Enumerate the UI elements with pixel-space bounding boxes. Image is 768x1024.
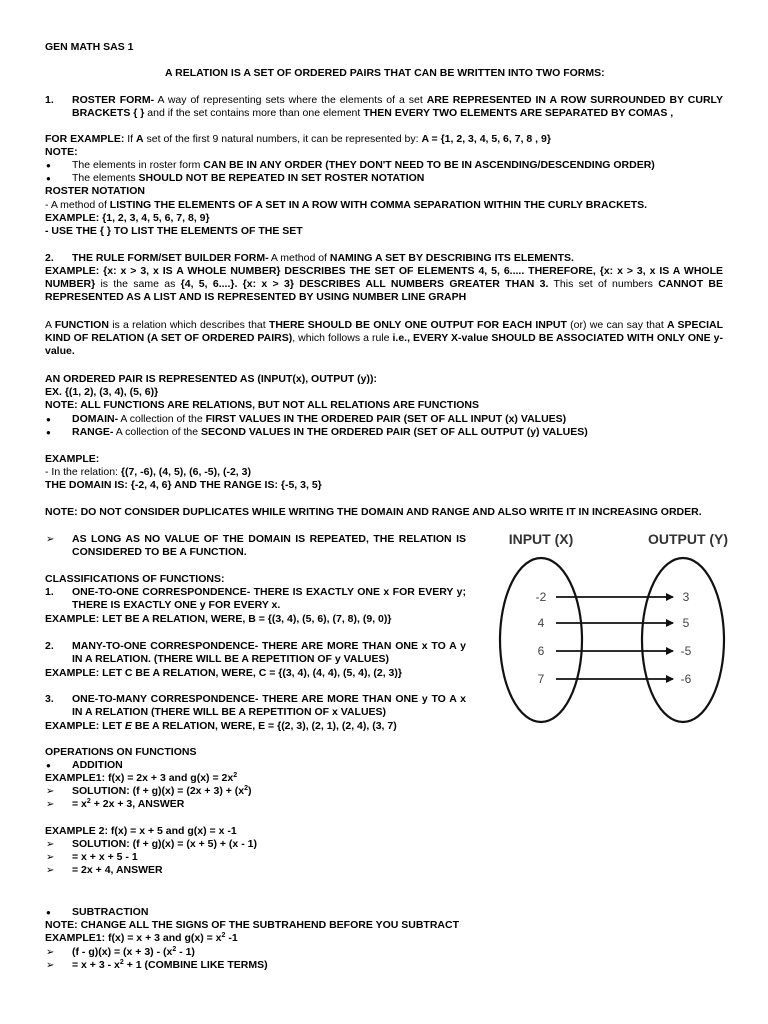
input-value: 7 xyxy=(537,672,545,686)
roster-notation-bold: LISTING THE ELEMENTS OF A SET IN A ROW WITH COMMA SEPARATION WITHIN THE CURLY BRACKETS. xyxy=(109,199,648,211)
as-long-as-paragraph: AS LONG AS NO VALUE OF THE DOMAIN IS REPEATED, THE RELATION IS CONSIDERED TO BE A FUNCTION. xyxy=(72,533,466,558)
roster-form-paragraph xyxy=(72,94,723,120)
rule-bold-3: CANNOT BE REPRESENTED AS A LIST AND IS REPRESENTED BY USING NUMBER LINE GRAPH xyxy=(45,278,724,303)
domain-bullet xyxy=(72,413,566,426)
mapping-diagram xyxy=(490,525,750,730)
function-paragraph xyxy=(45,319,723,358)
roster-text-1: A way of representing sets where the elements of a set xyxy=(154,94,427,106)
note-bullet-2-text: The elements xyxy=(72,172,139,184)
superscript: 2 xyxy=(119,959,124,966)
note-label: NOTE: xyxy=(45,146,78,158)
roster-number: 1. xyxy=(45,94,54,106)
subtraction-example-1 xyxy=(45,932,238,945)
arrow-bullet-icon: ➢ xyxy=(46,960,55,971)
domain-label: DOMAIN- xyxy=(72,413,119,425)
addition-solution-1-text: SOLUTION: (f + g)(x) = (2x + 3) + (x xyxy=(72,785,245,797)
class-3-example-a: EXAMPLE: LET xyxy=(45,720,125,732)
example-1-lead: FOR EXAMPLE: xyxy=(45,133,125,145)
range-bold: SECOND VALUES IN THE ORDERED PAIR (SET OF ALL OUTPUT (y) VALUES) xyxy=(200,426,588,438)
intro-heading: A RELATION IS A SET OF ORDERED PAIRS THAT CAN BE WRITTEN INTO TWO FORMS: xyxy=(165,67,605,79)
note-bullet-1 xyxy=(72,159,655,172)
range-bullet xyxy=(72,426,588,439)
addition-solution-1 xyxy=(72,785,252,798)
example-1-line xyxy=(45,133,551,146)
bullet-icon: ● xyxy=(46,174,51,183)
input-value: 6 xyxy=(537,644,545,658)
output-value: -5 xyxy=(680,644,692,658)
roster-notation-use: - USE THE { } TO LIST THE ELEMENTS OF THE SET xyxy=(45,225,303,237)
class-2-example: EXAMPLE: LET C BE A RELATION, WERE, C = {(3, 4), (4, 4), (5, 4), (2, 3)} xyxy=(45,667,402,679)
note-bullet-1-text: The elements in roster form xyxy=(72,159,204,171)
subtraction-solution-1-text: (f - g)(x) = (x + 3) - (x xyxy=(72,946,173,958)
roster-title: ROSTER FORM- xyxy=(72,94,155,106)
arrow-bullet-icon: ➢ xyxy=(46,865,55,876)
addition-example-2: EXAMPLE 2: f(x) = x + 5 and g(x) = x -1 xyxy=(45,825,237,837)
addition-solution-1-tail: ) xyxy=(248,785,252,797)
subtraction-solution-2-text: = x + 3 - x xyxy=(72,959,120,971)
class-2-number: 2. xyxy=(45,640,54,652)
domain-text: A collection of the xyxy=(118,413,206,425)
duplicates-note: NOTE: DO NOT CONSIDER DUPLICATES WHILE WRITING THE DOMAIN AND RANGE AND ALSO WRITE IT IN INCREASING ORDER. xyxy=(45,506,702,518)
class-3-number: 3. xyxy=(45,693,54,705)
roster-notation-line xyxy=(45,199,647,212)
subtraction-example-1-tail: -1 xyxy=(225,932,238,944)
addition-solution-3: SOLUTION: (f + g)(x) = (x + 5) + (x - 1) xyxy=(72,838,257,850)
class-2-text: MANY-TO-ONE CORRESPONDENCE- THERE ARE MORE THAN ONE x TO A y IN A RELATION. (THERE WILL BE A REPETITION OF y VALUES) xyxy=(72,640,466,665)
class-3-example-b: BE A RELATION, WERE, E = {(2, 3), (2, 1), (2, 4), (3, 7) xyxy=(131,720,397,732)
function-bold-2: THERE SHOULD BE ONLY ONE OUTPUT FOR EACH INPUT xyxy=(268,319,567,331)
output-title: OUTPUT (Y) xyxy=(647,531,729,547)
class-3-example xyxy=(45,720,397,733)
range-text: A collection of the xyxy=(113,426,201,438)
function-text-3: (or) we can say that xyxy=(566,319,668,331)
subtraction-example-1-text: EXAMPLE1: f(x) = x + 3 and g(x) = x xyxy=(45,932,222,944)
addition-heading: ADDITION xyxy=(72,759,123,771)
range-label: RANGE- xyxy=(72,426,114,438)
class-1-text: ONE-TO-ONE CORRESPONDENCE- THERE IS EXACTLY ONE x FOR EVERY y; THERE IS EXACTLY ONE y FOR EVERY x. xyxy=(72,586,466,611)
rule-form-example xyxy=(45,265,723,304)
roster-notation-heading: ROSTER NOTATION xyxy=(45,185,145,197)
example-relation-text: - In the relation: xyxy=(45,466,121,478)
domain-bold: FIRST VALUES IN THE ORDERED PAIR (SET OF ALL INPUT (x) VALUES) xyxy=(205,413,567,425)
output-value: -6 xyxy=(680,672,692,686)
note-bullet-2 xyxy=(72,172,424,185)
arrow-bullet-icon: ➢ xyxy=(46,839,55,850)
superscript: 2 xyxy=(172,946,177,953)
input-value: -2 xyxy=(535,590,547,604)
bullet-icon: ● xyxy=(46,428,51,437)
rule-bold-1: NAMING A SET BY DESCRIBING ITS ELEMENTS. xyxy=(329,252,574,264)
arrow-bullet-icon: ➢ xyxy=(46,852,55,863)
addition-solution-2-text: = x xyxy=(72,798,87,810)
example-1-set-a: A xyxy=(136,133,144,145)
example-relation xyxy=(45,466,251,479)
roster-notation-text: - A method of xyxy=(45,199,110,211)
example-1-text-2: set of the first 9 natural numbers, it can be represented by: xyxy=(143,133,422,145)
addition-solution-2-tail: + 2x + 3, ANSWER xyxy=(90,798,185,810)
function-bold-1: FUNCTION xyxy=(54,319,109,331)
input-ellipse xyxy=(500,558,582,722)
rule-number: 2. xyxy=(45,252,54,264)
note-bullet-1-bold: CAN BE IN ANY ORDER (THEY DON'T NEED TO BE IN ASCENDING/DESCENDING ORDER) xyxy=(203,159,655,171)
domain-range-answer: THE DOMAIN IS: {-2, 4, 6} AND THE RANGE IS: {-5, 3, 5} xyxy=(45,479,322,491)
example-1-text-1: If xyxy=(124,133,137,145)
operations-heading: OPERATIONS ON FUNCTIONS xyxy=(45,746,197,758)
addition-solution-2 xyxy=(72,798,184,811)
function-text-1: A xyxy=(45,319,55,331)
input-title: INPUT (X) xyxy=(508,531,574,547)
addition-solution-4: = x + x + 5 - 1 xyxy=(72,851,138,863)
rule-title: THE RULE FORM/SET BUILDER FORM- xyxy=(72,252,269,264)
bullet-icon: ● xyxy=(46,161,51,170)
rule-bold-2: {4, 5, 6....}. {x: x > 3} DESCRIBES ALL NUMBERS GREATER THAN 3. xyxy=(180,278,549,290)
superscript: 2 xyxy=(244,785,249,792)
output-value: 3 xyxy=(682,590,690,604)
arrow-bullet-icon: ➢ xyxy=(46,947,55,958)
bullet-icon: ● xyxy=(46,908,51,917)
classifications-heading: CLASSIFICATIONS OF FUNCTIONS: xyxy=(45,573,225,585)
rule-text-2: is the same as xyxy=(95,278,181,290)
subtraction-solution-1-tail: - 1) xyxy=(176,946,195,958)
subtraction-solution-2 xyxy=(72,959,268,972)
ordered-pair-note: NOTE: ALL FUNCTIONS ARE RELATIONS, BUT NOT ALL RELATIONS ARE FUNCTIONS xyxy=(45,399,479,411)
rule-example: EXAMPLE: {x: x > 3, x IS A WHOLE NUMBER} DESCRIBES THE SET OF ELEMENTS 4, 5, 6..... THEREFORE, {x: x > 3, x IS A WHOLE NUMBER} xyxy=(45,265,723,290)
roster-notation-example: EXAMPLE: {1, 2, 3, 4, 5, 6, 7, 8, 9} xyxy=(45,212,210,224)
example-label: EXAMPLE: xyxy=(45,453,100,465)
rule-text-3: This set of numbers xyxy=(548,278,659,290)
document-header: GEN MATH SAS 1 xyxy=(45,41,134,53)
arrow-bullet-icon: ➢ xyxy=(46,534,55,545)
rule-text-1: A method of xyxy=(268,252,330,264)
roster-bold-1: ARE REPRESENTED IN A ROW SURROUNDED BY CURLY BRACKETS { } xyxy=(72,94,724,119)
function-bold-4: i.e., EVERY X-value SHOULD BE ASSOCIATED WITH ONLY ONE y-value. xyxy=(45,332,723,357)
addition-example-1 xyxy=(45,772,237,785)
superscript: 2 xyxy=(86,798,91,805)
class-1-number: 1. xyxy=(45,586,54,598)
superscript: 2 xyxy=(221,932,226,939)
function-text-2: is a relation which describes that xyxy=(108,319,269,331)
example-relation-set: {(7, -6), (4, 5), (6, -5), (-2, 3) xyxy=(120,466,251,478)
roster-bold-2: THEN EVERY TWO ELEMENTS ARE SEPARATED BY COMAS , xyxy=(363,107,674,119)
addition-example-1-text: EXAMPLE1: f(x) = 2x + 3 and g(x) = 2x xyxy=(45,772,234,784)
arrow-bullet-icon: ➢ xyxy=(46,786,55,797)
input-value: 4 xyxy=(537,616,545,630)
subtraction-solution-2-tail: + 1 (COMBINE LIKE TERMS) xyxy=(123,959,268,971)
example-1-set: A = {1, 2, 3, 4, 5, 6, 7, 8 , 9} xyxy=(421,133,551,145)
bullet-icon: ● xyxy=(46,415,51,424)
rule-form-title-line xyxy=(72,252,574,265)
superscript: 2 xyxy=(233,772,238,779)
class-3-example-e: E xyxy=(124,720,132,732)
bullet-icon: ● xyxy=(46,761,51,770)
subtraction-heading: SUBTRACTION xyxy=(72,906,149,918)
output-ellipse xyxy=(642,558,724,722)
arrow-bullet-icon: ➢ xyxy=(46,799,55,810)
class-3-text: ONE-TO-MANY CORRESPONDENCE- THERE ARE MORE THAN ONE y TO A x IN A RELATION (THERE WILL BE A REPETITION OF x VALUES) xyxy=(72,693,466,718)
roster-text-2: and if the set contains more than one element xyxy=(144,107,364,119)
ordered-pair-heading: AN ORDERED PAIR IS REPRESENTED AS (INPUT(x), OUTPUT (y)): xyxy=(45,373,377,385)
subtraction-solution-1 xyxy=(72,946,195,959)
function-bold-3: A SPECIAL KIND OF RELATION (A SET OF ORDERED PAIRS) xyxy=(45,319,723,344)
class-1-example: EXAMPLE: LET BE A RELATION, WERE, B = {(3, 4), (5, 6), (7, 8), (9, 0)} xyxy=(45,613,392,625)
addition-solution-5: = 2x + 4, ANSWER xyxy=(72,864,163,876)
subtraction-note: NOTE: CHANGE ALL THE SIGNS OF THE SUBTRAHEND BEFORE YOU SUBTRACT xyxy=(45,919,459,931)
function-text-4: , which follows a rule xyxy=(292,332,393,344)
output-value: 5 xyxy=(682,616,690,630)
note-bullet-2-bold: SHOULD NOT BE REPEATED IN SET ROSTER NOTATION xyxy=(138,172,425,184)
ordered-pair-example: EX. {(1, 2), (3, 4), (5, 6)} xyxy=(45,386,159,398)
